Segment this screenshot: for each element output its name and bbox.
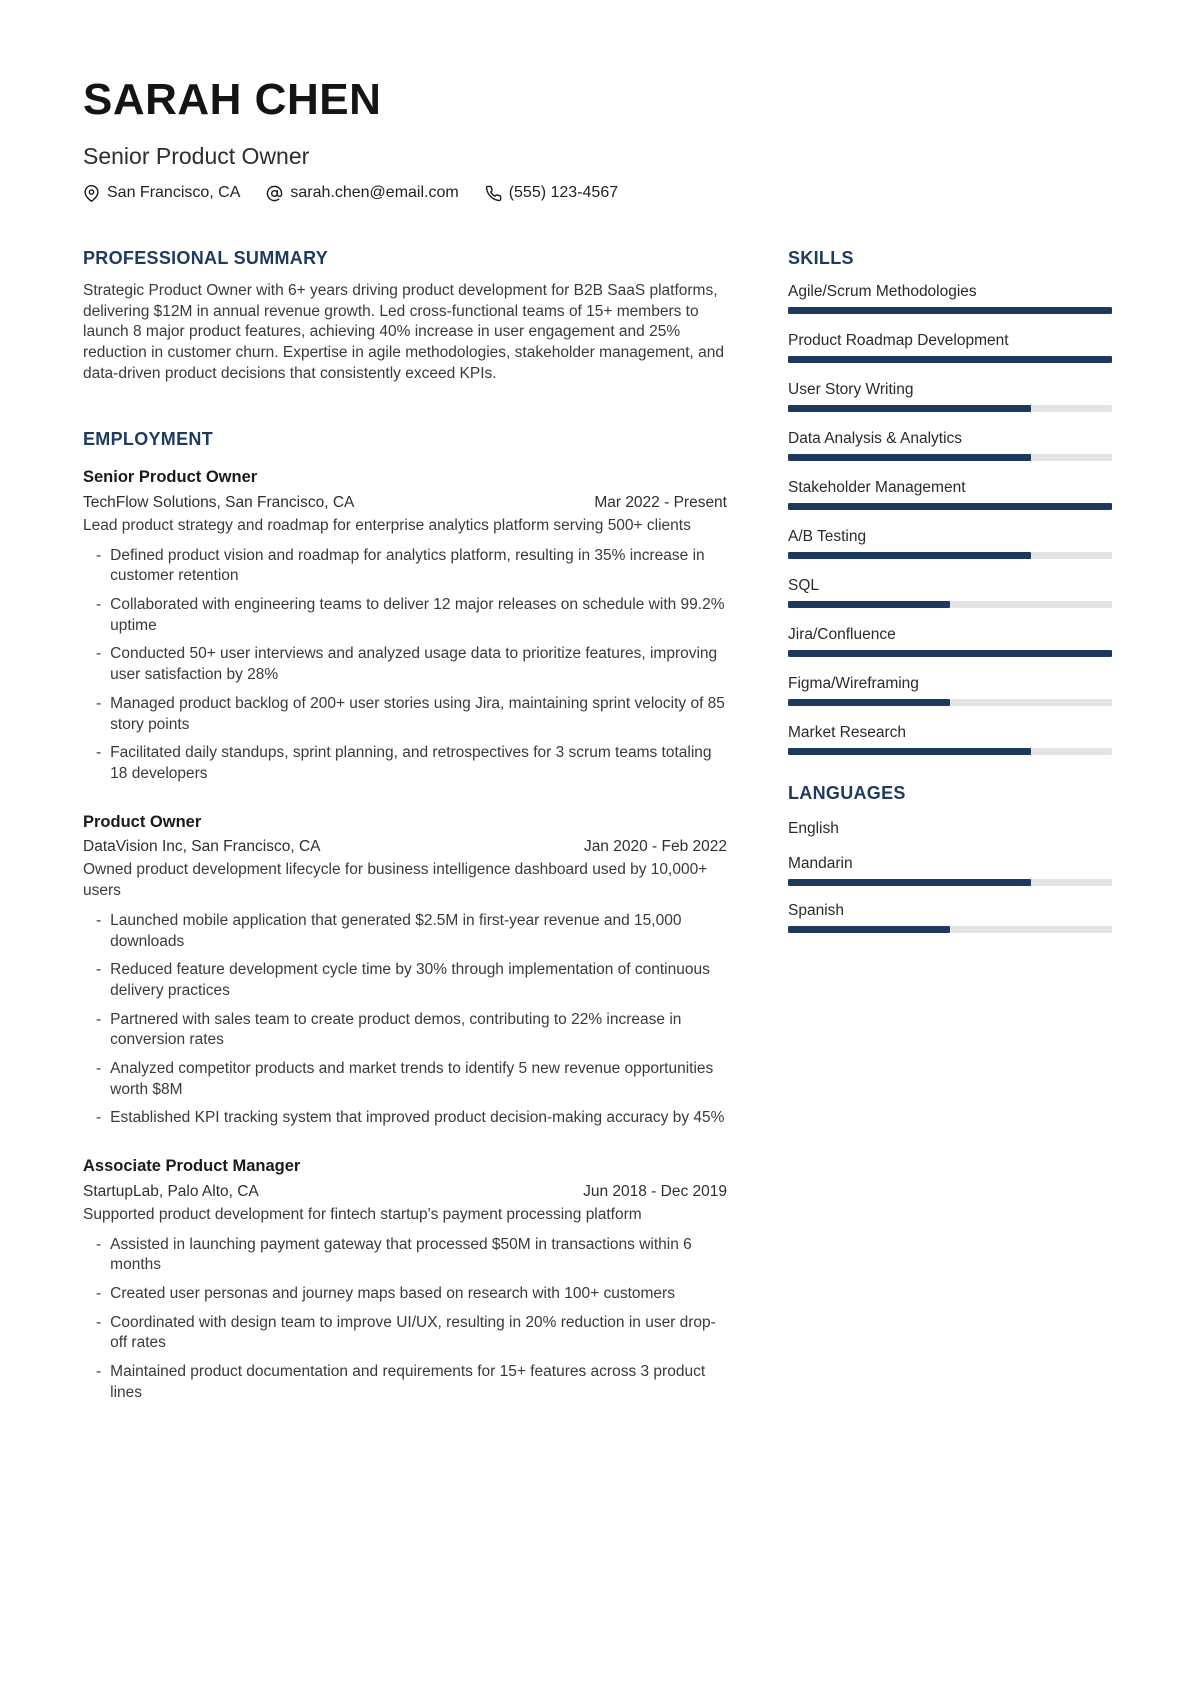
- bullet-dash: [96, 694, 101, 735]
- contact-phone: [485, 184, 618, 202]
- skill-bar-track: [788, 699, 1112, 706]
- job-bullet: [83, 1313, 727, 1354]
- bullet-text: Coordinated with design team to improve UI/UX, resulting in 20% reduction in user drop-off rates: [110, 1313, 716, 1352]
- job-bullet-list: [83, 1235, 727, 1404]
- job-bullet: [83, 911, 727, 952]
- job-description: Lead product strategy and roadmap for enterprise analytics platform serving 500+ clients: [83, 516, 691, 534]
- bullet-text: Defined product vision and roadmap for analytics platform, resulting in 35% increase in customer retention: [110, 546, 705, 585]
- skill-item: [788, 673, 1112, 706]
- contact-location-text: San Francisco, CA: [107, 184, 241, 202]
- at-sign-icon: [266, 185, 283, 202]
- bullet-dash: [96, 1235, 101, 1276]
- language-label: Mandarin: [788, 854, 853, 872]
- phone-icon: [485, 185, 502, 202]
- skill-label: Stakeholder Management: [788, 478, 966, 496]
- language-label: English: [788, 819, 839, 837]
- employment-section: [83, 429, 727, 1404]
- skill-item: [788, 477, 1112, 510]
- job-bullet: [83, 1362, 727, 1403]
- job-entry: [83, 1156, 727, 1403]
- job-bullet-list: [83, 911, 727, 1129]
- skills-section: [788, 248, 1112, 755]
- skill-item: [788, 624, 1112, 657]
- job-company: DataVision Inc, San Francisco, CA: [83, 838, 321, 856]
- skill-bar-fill: [788, 356, 1112, 363]
- bullet-dash: [96, 595, 101, 636]
- skill-label: User Story Writing: [788, 380, 914, 398]
- bullet-dash: [96, 911, 101, 952]
- skill-bar-track: [788, 405, 1112, 412]
- candidate-title: Senior Product Owner: [83, 143, 310, 169]
- bullet-text: Reduced feature development cycle time by 30% through implementation of continuous delivery practices: [110, 961, 710, 999]
- job-dates: Jan 2020 - Feb 2022: [583, 838, 727, 856]
- bullet-text: Established KPI tracking system that improved product decision-making accuracy by 45%: [110, 1109, 725, 1127]
- job-company: StartupLab, Palo Alto, CA: [83, 1182, 259, 1200]
- job-entry: [83, 467, 727, 785]
- skill-bar-track: [788, 356, 1112, 363]
- skill-item: [788, 379, 1112, 412]
- language-item: [788, 900, 1112, 933]
- employment-heading: EMPLOYMENT: [83, 428, 214, 449]
- skill-item: [788, 722, 1112, 755]
- skill-bar-fill: [788, 748, 1031, 755]
- skill-label: Figma/Wireframing: [788, 674, 919, 692]
- job-entry: [83, 812, 727, 1130]
- job-company-row: [83, 493, 727, 513]
- job-bullet: [83, 1284, 727, 1305]
- bullet-dash: [96, 1313, 101, 1354]
- skill-bar-fill: [788, 552, 1031, 559]
- language-item: [788, 818, 1112, 839]
- job-title: Associate Product Manager: [83, 1157, 301, 1176]
- skill-bar-track: [788, 503, 1112, 510]
- skill-label: Data Analysis & Analytics: [788, 429, 963, 447]
- skill-item: [788, 428, 1112, 461]
- job-bullet-list: [83, 546, 727, 785]
- contact-email-text: sarah.chen@email.com: [290, 184, 459, 202]
- summary-heading: PROFESSIONAL SUMMARY: [83, 248, 329, 269]
- job-company: TechFlow Solutions, San Francisco, CA: [83, 493, 355, 511]
- skill-item: [788, 575, 1112, 608]
- contact-phone-text: (555) 123-4567: [508, 184, 619, 202]
- languages-section: [788, 783, 1112, 933]
- bullet-dash: [96, 960, 101, 1001]
- job-description: Owned product development lifecycle for business intelligence dashboard used by 10,000+ users: [83, 861, 708, 900]
- skill-bar-fill: [788, 454, 1031, 461]
- job-company-row: [83, 1182, 727, 1202]
- job-dates: Jun 2018 - Dec 2019: [583, 1182, 727, 1200]
- skill-label: Product Roadmap Development: [788, 331, 1009, 349]
- skill-item: [788, 330, 1112, 363]
- job-bullet: [83, 595, 727, 636]
- bullet-dash: [96, 644, 101, 685]
- summary-text: Strategic Product Owner with 6+ years driving product development for B2B SaaS platforms, delivering $12M in annual revenue growth. Led cross-functional teams of 15+ members to launch 8 major product features, achieving 40% increase in user engagement and 25% reduction in customer churn. Expertise in agile methodologies, stakeholder management, and data-driven product decisions that consistently exceed KPIs.: [83, 281, 725, 382]
- job-title: Product Owner: [83, 812, 202, 831]
- skill-bar-fill: [788, 503, 1112, 510]
- contact-location: [83, 184, 240, 202]
- candidate-name: SARAH CHEN: [83, 75, 382, 124]
- bullet-text: Assisted in launching payment gateway that processed $50M in transactions within 6 months: [110, 1235, 692, 1274]
- skill-label: A/B Testing: [788, 527, 867, 545]
- skill-bar-track: [788, 307, 1112, 314]
- languages-heading: LANGUAGES: [788, 782, 906, 803]
- bullet-text: Analyzed competitor products and market trends to identify 5 new revenue opportunities worth $8M: [110, 1060, 714, 1098]
- job-title: Senior Product Owner: [83, 468, 258, 487]
- bullet-text: Partnered with sales team to create product demos, contributing to 22% increase in conversion rates: [110, 1010, 682, 1049]
- job-bullet: [83, 1235, 727, 1276]
- bullet-text: Managed product backlog of 200+ user stories using Jira, maintaining sprint velocity of 85 story points: [110, 694, 725, 733]
- job-dates: Mar 2022 - Present: [594, 493, 727, 511]
- language-bar-track: [788, 926, 1112, 933]
- language-bar-fill: [788, 926, 950, 933]
- skill-label: Jira/Confluence: [788, 625, 896, 643]
- bullet-text: Created user personas and journey maps based on research with 100+ customers: [110, 1285, 675, 1303]
- skill-bar-fill: [788, 307, 1112, 314]
- skill-label: Agile/Scrum Methodologies: [788, 282, 977, 300]
- skill-bar-fill: [788, 405, 1031, 412]
- skill-bar-track: [788, 650, 1112, 657]
- bullet-text: Launched mobile application that generated $2.5M in first-year revenue and 15,000 downloads: [110, 911, 682, 950]
- skill-bar-track: [788, 601, 1112, 608]
- skill-bar-fill: [788, 650, 1112, 657]
- skill-bar-track: [788, 748, 1112, 755]
- job-description: Supported product development for fintech startup's payment processing platform: [83, 1205, 642, 1223]
- skills-heading: SKILLS: [788, 248, 854, 269]
- bullet-text: Maintained product documentation and requirements for 15+ features across 3 product lines: [110, 1363, 706, 1401]
- contact-row: [83, 184, 1112, 202]
- bullet-text: Collaborated with engineering teams to deliver 12 major releases on schedule with 99.2% uptime: [110, 596, 725, 634]
- bullet-dash: [96, 1362, 101, 1403]
- job-bullet: [83, 743, 727, 784]
- professional-summary-section: [83, 248, 727, 384]
- contact-email: [266, 184, 458, 202]
- job-bullet: [83, 1010, 727, 1051]
- bullet-dash: [96, 743, 101, 784]
- skill-label: Market Research: [788, 723, 907, 741]
- bullet-dash: [96, 546, 101, 587]
- bullet-dash: [96, 1284, 101, 1305]
- skill-bar-fill: [788, 601, 950, 608]
- skill-bar-track: [788, 454, 1112, 461]
- job-bullet: [83, 546, 727, 587]
- skill-label: SQL: [788, 576, 820, 594]
- skill-bar-fill: [788, 699, 950, 706]
- job-bullet: [83, 1059, 727, 1100]
- resume-header: [83, 75, 1112, 202]
- job-bullet: [83, 694, 727, 735]
- language-bar-track: [788, 879, 1112, 886]
- language-item: [788, 853, 1112, 886]
- language-label: Spanish: [788, 901, 845, 919]
- bullet-text: Conducted 50+ user interviews and analyzed usage data to prioritize features, improving user satisfaction by 28%: [110, 645, 718, 684]
- job-bullet: [83, 644, 727, 685]
- bullet-text: Facilitated daily standups, sprint planning, and retrospectives for 3 scrum teams totaling 18 developers: [110, 744, 712, 782]
- job-bullet: [83, 1108, 727, 1129]
- job-company-row: [83, 837, 727, 857]
- bullet-dash: [96, 1108, 101, 1129]
- skill-item: [788, 281, 1112, 314]
- job-bullet: [83, 960, 727, 1001]
- location-pin-icon: [83, 185, 100, 202]
- skill-item: [788, 526, 1112, 559]
- bullet-dash: [96, 1059, 101, 1100]
- language-bar-fill: [788, 879, 1031, 886]
- skill-bar-track: [788, 552, 1112, 559]
- bullet-dash: [96, 1010, 101, 1051]
